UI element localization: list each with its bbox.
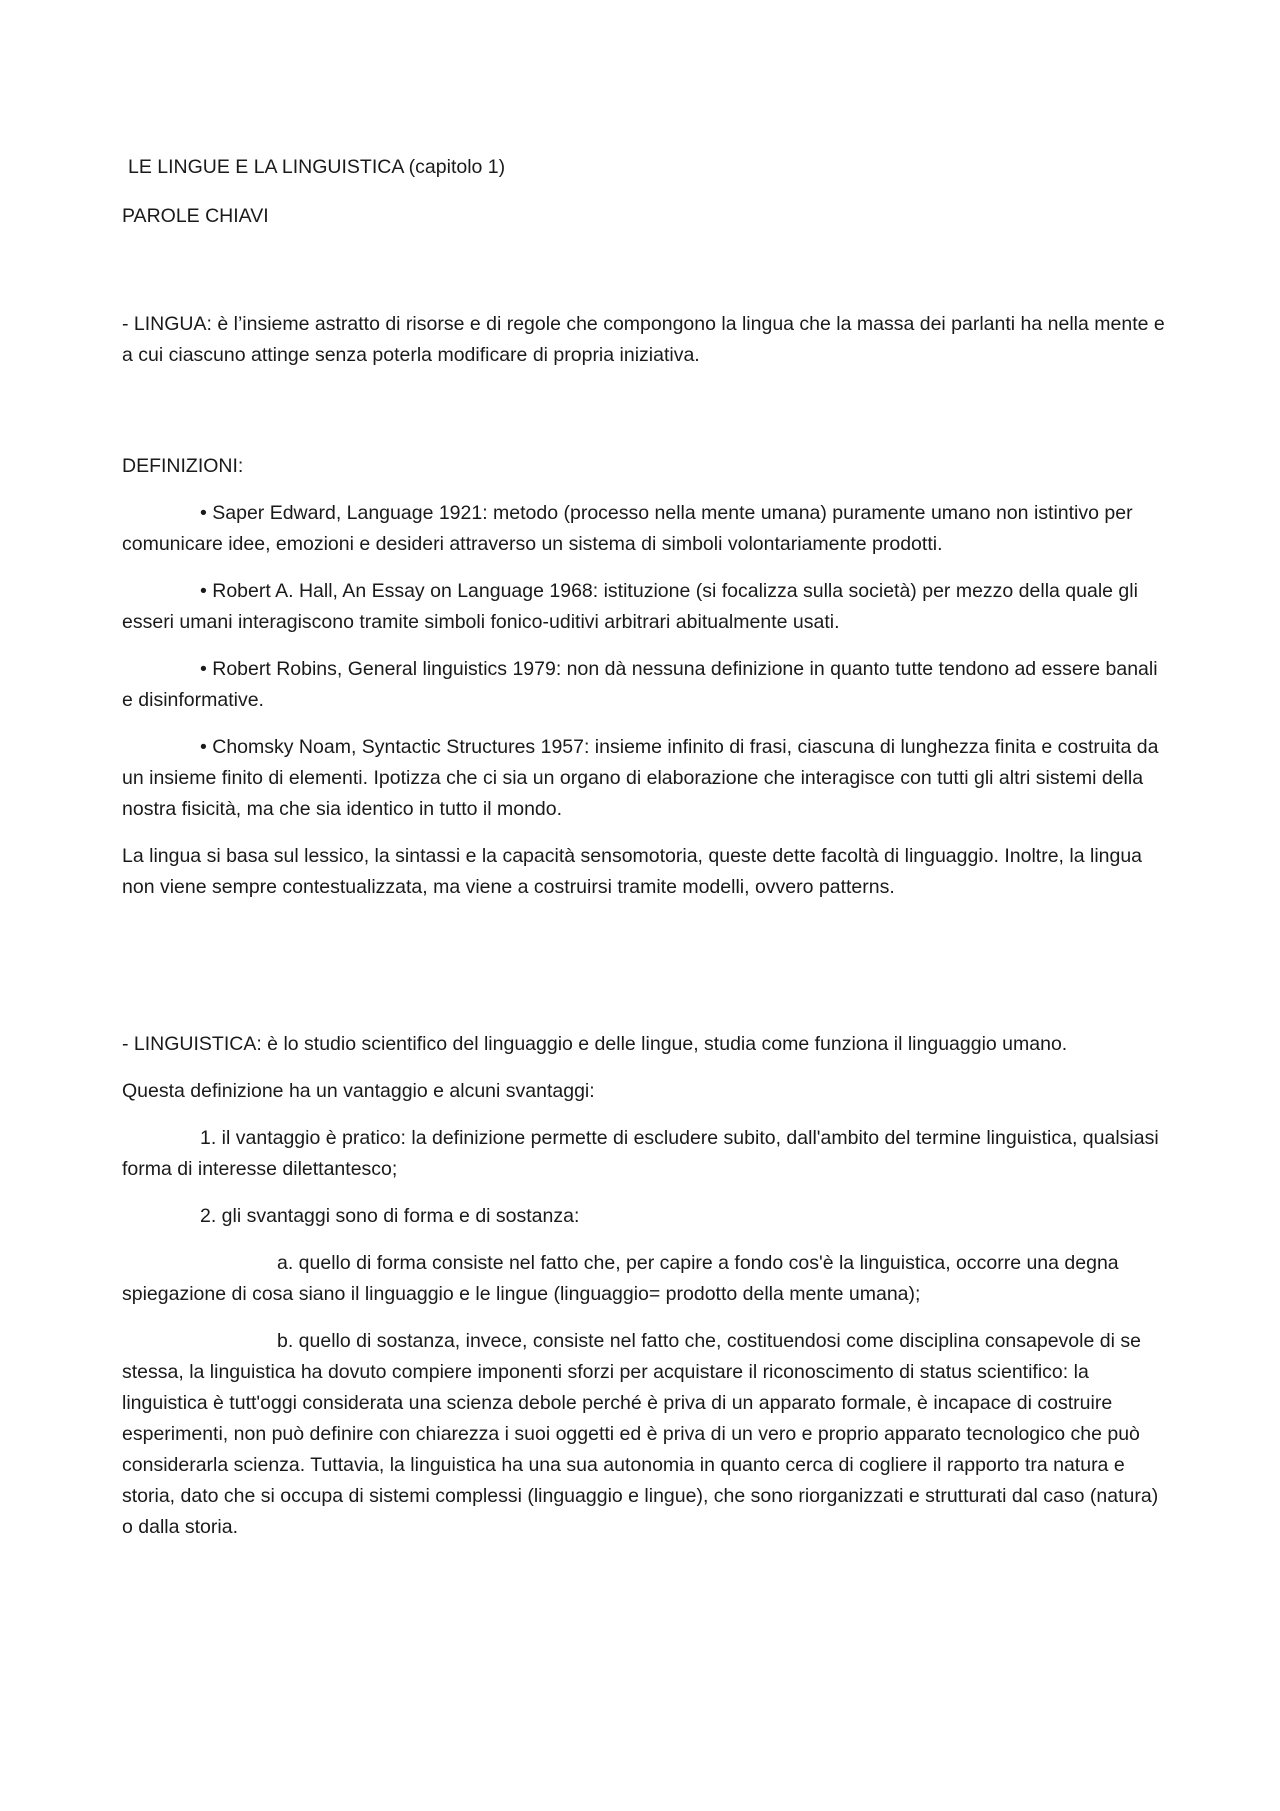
definitions-heading: DEFINIZIONI: bbox=[122, 455, 244, 477]
lingua-definition: - LINGUA: è l’insieme astratto di risorse e di regole che compongono la lingua che la massa dei parlanti ha nella mente e a cui ciascuno attinge senza poterla modificare di propria iniziativa. bbox=[122, 313, 1165, 366]
point-1: 1. il vantaggio è pratico: la definizione permette di escludere subito, dall'ambito del termine linguistica, qualsiasi forma di interesse dilettantesco; bbox=[122, 1127, 1159, 1180]
point-2b: b. quello di sostanza, invece, consiste nel fatto che, costituendosi come disciplina consapevole di se stessa, la linguistica ha dovuto compiere imponenti sforzi per acquistare il riconoscimento di status scientifico: la linguistica è tutt'oggi considerata una scienza debole perché è priva di un apparato formale, è incapace di costruire esperimenti, non può definire con chiarezza i suoi oggetti ed è priva di un vero e proprio apparato tecnologico che può considerarla scienza. Tuttavia, la linguistica ha una sua autonomia in quanto cerca di cogliere il rapporto tra natura e storia, dato che si occupa di sistemi complessi (linguaggio e lingue), che sono riorganizzati e strutturati dal caso (natura) o dalla storia. bbox=[122, 1330, 1159, 1538]
point-2a: a. quello di forma consiste nel fatto che, per capire a fondo cos'è la linguistica, occorre una degna spiegazione di cosa siano il linguaggio e le lingue (linguaggio= prodotto della mente umana); bbox=[122, 1252, 1119, 1305]
advantages-intro: Questa definizione ha un vantaggio e alcuni svantaggi: bbox=[122, 1080, 595, 1102]
linguistica-definition: - LINGUISTICA: è lo studio scientifico del linguaggio e delle lingue, studia come funziona il linguaggio umano. bbox=[122, 1033, 1068, 1055]
page-title: LE LINGUE E LA LINGUISTICA (capitolo 1) bbox=[128, 156, 506, 178]
definition-sapir: • Saper Edward, Language 1921: metodo (processo nella mente umana) puramente umano non istintivo per comunicare idee, emozioni e desideri attraverso un sistema di simboli volontariamente prodotti. bbox=[122, 502, 1133, 555]
definition-hall: • Robert A. Hall, An Essay on Language 1968: istituzione (si focalizza sulla società) per mezzo della quale gli esseri umani interagiscono tramite simboli fonico-uditivi arbitrari abitualmente usati. bbox=[122, 580, 1138, 633]
keywords-heading: PAROLE CHIAVI bbox=[122, 205, 269, 227]
summary-paragraph: La lingua si basa sul lessico, la sintassi e la capacità sensomotoria, queste dette facoltà di linguaggio. Inoltre, la lingua non viene sempre contestualizzata, ma viene a costruirsi tramite modelli, ovvero patterns. bbox=[122, 845, 1143, 898]
document-page bbox=[122, 152, 1167, 1559]
point-2: 2. gli svantaggi sono di forma e di sostanza: bbox=[200, 1205, 580, 1227]
definition-robins: • Robert Robins, General linguistics 1979: non dà nessuna definizione in quanto tutte tendono ad essere banali e disinformative. bbox=[122, 658, 1158, 711]
definition-chomsky: • Chomsky Noam, Syntactic Structures 1957: insieme infinito di frasi, ciascuna di lunghezza finita e costruita da un insieme finito di elementi. Ipotizza che ci sia un organo di elaborazione che interagisce con tutti gli altri sistemi della nostra fisicità, ma che sia identico in tutto il mondo. bbox=[122, 736, 1159, 820]
